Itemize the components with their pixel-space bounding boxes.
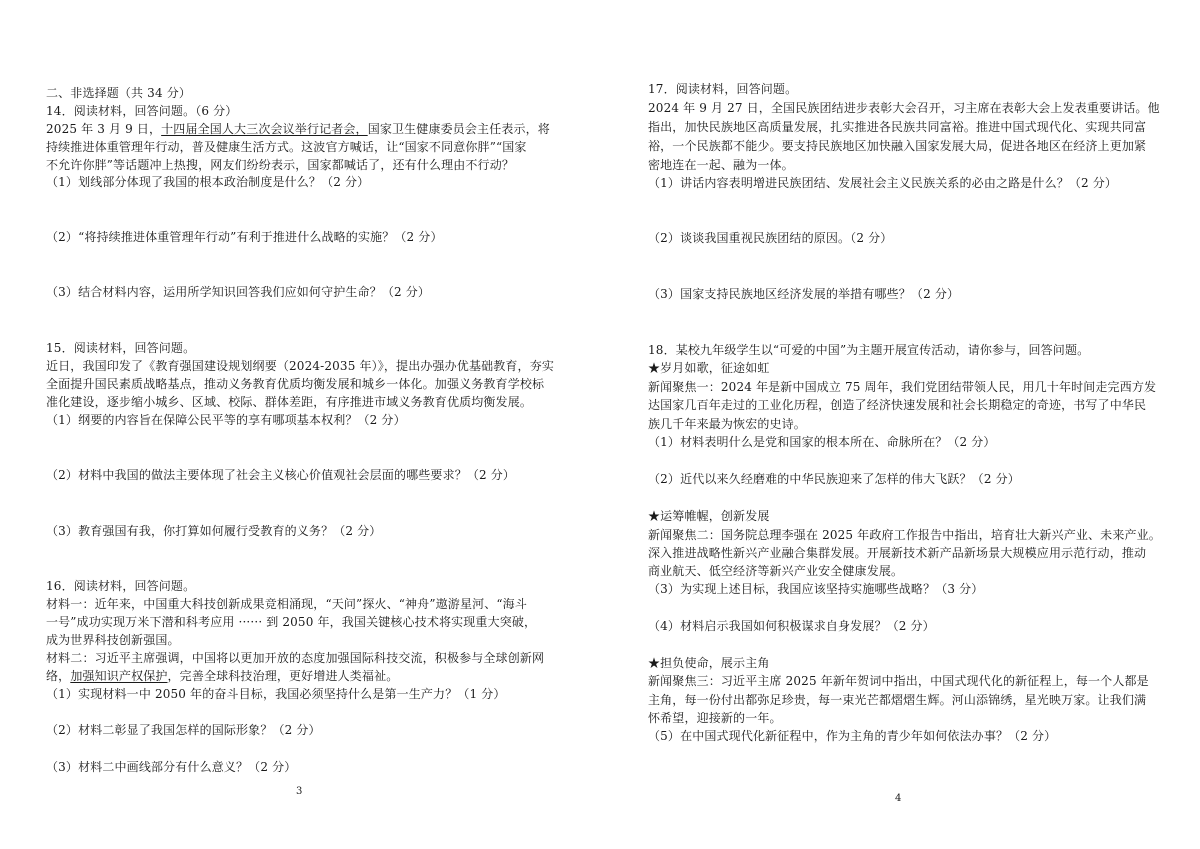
q14-material-text: 国家卫生健康委员会主任表示，将 bbox=[367, 122, 550, 136]
q17-heading: 17．阅读材料，回答问题。 bbox=[648, 82, 798, 96]
q17-material-line3: 裕，一个民族都不能少。要支持民族地区加快融入国家发展大局，促进各地区在经济上更加紧 bbox=[648, 139, 1147, 153]
section-title: 二、非选择题（共 34 分） bbox=[46, 86, 191, 100]
q17-sub1: （1）讲话内容表明增进民族团结、发展社会主义民族关系的必由之路是什么？（2 分） bbox=[648, 176, 1118, 190]
q14-sub3: （3）结合材料内容，运用所学知识回答我们应如何守护生命？（2 分） bbox=[46, 285, 431, 299]
q14-material-line3: 不允许你胖”等话题冲上热搜，网友们纷纷表示，国家都喊话了，还有什么理由不行动？ bbox=[46, 158, 514, 172]
q18-news3-line2: 主角，每一份付出都弥足珍贵，每一束光芒都熠熠生辉。河山添锦绣，星光映万家。让我们满 bbox=[648, 693, 1147, 707]
q16-material-text: ，完善全球科技治理，更好增进人类福祉。 bbox=[167, 669, 399, 683]
q16-sub1: （1）实现材料一中 2050 年的奋斗目标，我国必须坚持什么是第一生产力？（1 分） bbox=[46, 687, 506, 701]
q15-sub3: （3）教育强国有我，你打算如何履行受教育的义务？（2 分） bbox=[46, 524, 382, 538]
q17-sub3: （3）国家支持民族地区经济发展的举措有哪些？（2 分） bbox=[648, 287, 960, 301]
q18-sub5: （5）在中国式现代化新征程中，作为主角的青少年如何依法办事？（2 分） bbox=[648, 729, 1057, 743]
q15-sub1: （1）纲要的内容旨在保障公民平等的享有哪项基本权利？（2 分） bbox=[46, 413, 406, 427]
q16-material1-line3: 成为世界科技创新强国。 bbox=[46, 633, 180, 647]
q14-material-line1 bbox=[46, 122, 550, 136]
q18-news3-line3: 怀希望，迎接新的一年。 bbox=[648, 711, 782, 725]
q14-material-text: 2025 年 3 月 9 日， bbox=[46, 122, 162, 136]
q16-material2-line2 bbox=[46, 669, 398, 683]
q14-underlined-text: 十四届全国人大三次会议举行记者会， bbox=[161, 122, 368, 136]
q18-news2-line3: 商业航天、低空经济等新兴产业安全健康发展。 bbox=[648, 564, 904, 578]
q15-material-line3: 准化建设，逐步缩小城乡、区域、校际、群体差距，有序推进市域义务教育优质均衡发展。 bbox=[46, 395, 533, 409]
q16-material1-line1: 材料一：近年来，中国重大科技创新成果竞相涌现，“天问”探火、“神舟”遨游星河、“海斗 bbox=[46, 597, 527, 611]
q17-material-line1: 2024 年 9 月 27 日，全国民族团结进步表彰大会召开，习主席在表彰大会上发表重要讲话。他 bbox=[648, 101, 1160, 115]
q14-sub1: （1）划线部分体现了我国的根本政治制度是什么？（2 分） bbox=[46, 175, 370, 189]
q16-material-text: 络， bbox=[46, 669, 71, 683]
q18-section1-title: ★岁月如歌，征途如虹 bbox=[648, 361, 770, 375]
page-number: 4 bbox=[895, 793, 902, 804]
q16-material2-line1: 材料二：习近平主席强调，中国将以更加开放的态度加强国际科技交流，积极参与全球创新网 bbox=[46, 651, 545, 665]
q14-heading: 14．阅读材料，回答问题。（6 分） bbox=[46, 104, 238, 118]
q15-heading: 15．阅读材料，回答问题。 bbox=[46, 341, 196, 355]
q18-news1-line1: 新闻聚焦一：2024 年是新中国成立 75 周年，我们党团结带领人民，用几十年时间走完西方发 bbox=[648, 380, 1157, 394]
right-page bbox=[600, 0, 1200, 849]
q18-news1-line2: 达国家几百年走过的工业化历程，创造了经济快速发展和社会长期稳定的奇迹，书写了中华民 bbox=[648, 398, 1147, 412]
q17-sub2: （2）谈谈我国重视民族团结的原因。（2 分） bbox=[648, 231, 893, 245]
q17-material-line2: 指出，加快民族地区高质量发展，扎实推进各民族共同富裕。推进中国式现代化、实现共同富 bbox=[648, 120, 1147, 134]
q18-news3-line1: 新闻聚焦三：习近平主席 2025 年新年贺词中指出，中国式现代化的新征程上，每一个人都是 bbox=[648, 674, 1149, 688]
q17-material-line4: 密地连在一起、融为一体。 bbox=[648, 158, 794, 172]
q14-material-line2: 持续推进体重管理年行动，普及健康生活方式。这波官方喊话，让“国家不同意你胖”“国家 bbox=[46, 140, 527, 154]
q18-news1-line3: 族几千年来最为恢宏的史诗。 bbox=[648, 417, 806, 431]
q18-sub3: （3）为实现上述目标，我国应该坚持实施哪些战略？（3 分） bbox=[648, 582, 984, 596]
q18-sub2: （2）近代以来久经磨难的中华民族迎来了怎样的伟大飞跃？（2 分） bbox=[648, 472, 1020, 486]
q18-news2-line2: 深入推进战略性新兴产业融合集群发展。开展新技术新产品新场景大规模应用示范行动，推动 bbox=[648, 546, 1147, 560]
q16-sub2: （2）材料二彰显了我国怎样的国际形象？（2 分） bbox=[46, 723, 321, 737]
q15-material-line2: 全面提升国民素质战略基点，推动义务教育优质均衡发展和城乡一体化。加强义务教育学校标 bbox=[46, 377, 545, 391]
q18-news2-line1: 新闻聚焦二：国务院总理李强在 2025 年政府工作报告中指出，培育壮大新兴产业、未来产业。 bbox=[648, 528, 1161, 542]
q16-sub3: （3）材料二中画线部分有什么意义？（2 分） bbox=[46, 760, 297, 774]
q16-underlined-text: 加强知识产权保护 bbox=[70, 669, 168, 683]
q14-sub2: （2）“将持续推进体重管理年行动”有利于推进什么战略的实施？（2 分） bbox=[46, 230, 443, 244]
q18-sub4: （4）材料启示我国如何积极谋求自身发展？（2 分） bbox=[648, 619, 935, 633]
q18-section3-title: ★担负使命，展示主角 bbox=[648, 656, 770, 670]
q18-sub1: （1）材料表明什么是党和国家的根本所在、命脉所在？（2 分） bbox=[648, 435, 996, 449]
q15-sub2: （2）材料中我国的做法主要体现了社会主义核心价值观社会层面的哪些要求？（2 分） bbox=[46, 468, 516, 482]
page-number: 3 bbox=[296, 786, 303, 797]
q16-material1-line2: 一号”成功实现万米下潜和科考应用 ······ 到 2050 年，我国关键核心技术将实现重大突破， bbox=[46, 615, 537, 629]
q18-heading: 18．某校九年级学生以“可爱的中国”为主题开展宣传活动，请你参与，回答问题。 bbox=[648, 343, 1090, 357]
q16-heading: 16．阅读材料，回答问题。 bbox=[46, 579, 196, 593]
q15-material-line1: 近日，我国印发了《教育强国建设规划纲要（2024-2035 年）》，提出办强办优基础教育，夯实 bbox=[46, 359, 555, 373]
q18-section2-title: ★运筹帷幄，创新发展 bbox=[648, 509, 770, 523]
